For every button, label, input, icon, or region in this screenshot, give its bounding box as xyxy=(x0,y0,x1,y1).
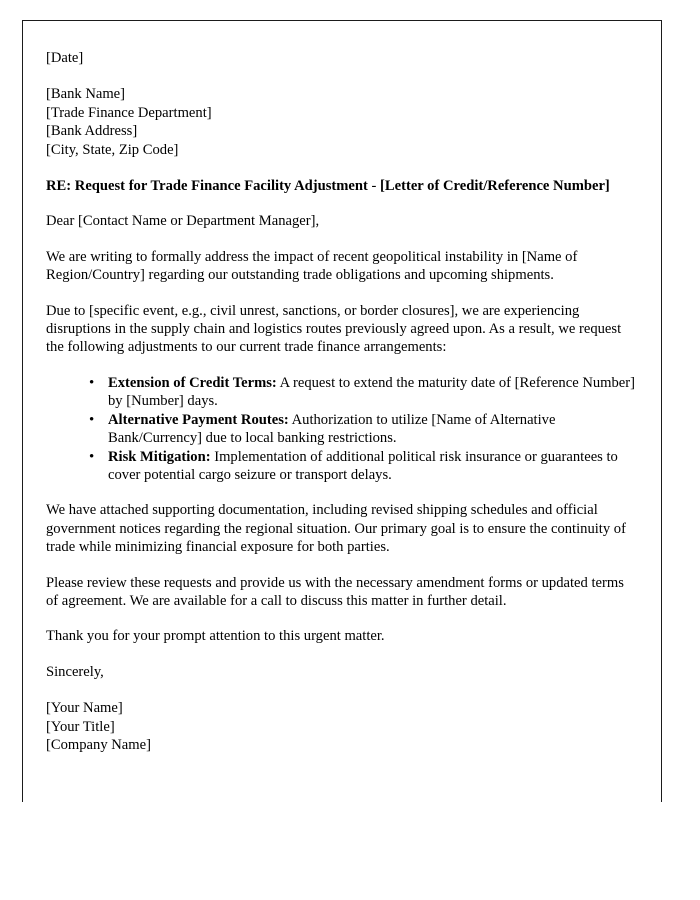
list-item xyxy=(89,374,638,411)
subject-reference: [Letter of Credit/Reference Number] xyxy=(380,178,610,195)
request-text-risk-mitigation: Implementation of additional political risk insurance or guarantees to cover potential cargo seizure or transport delays. xyxy=(108,448,618,483)
sign-off: Sincerely, xyxy=(46,663,104,680)
request-lead-extension: Extension of Credit Terms: xyxy=(108,374,277,391)
recipient-address-block xyxy=(46,85,638,159)
subject-prefix: RE: Request for Trade Finance Facility Adjustment xyxy=(46,178,368,195)
requests-list xyxy=(46,374,638,484)
signature-block xyxy=(46,699,638,754)
paragraph-intro: We are writing to formally address the impact of recent geopolitical instability in [Name of Region/Country] regarding our outstanding trade obligations and upcoming shipments. xyxy=(46,248,578,284)
spacer-before-signoff xyxy=(46,646,638,663)
paragraph-disruption: Due to [specific event, e.g., civil unrest, sanctions, or border closures], we are experiencing disruptions in the supply chain and logistics routes previously agreed upon. As a result, we request the following adjustments to our current trade finance arrangements: xyxy=(46,302,622,356)
spacer-after-signoff xyxy=(46,681,638,699)
salutation: Dear [Contact Name or Department Manager], xyxy=(46,213,320,230)
request-lead-risk-mitigation: Risk Mitigation: xyxy=(108,448,211,465)
request-text-payment-routes: Authorization to utilize [Name of Alternative Bank/Currency] due to local banking restrictions. xyxy=(108,411,556,447)
spacer-after-list xyxy=(46,484,638,501)
address-line-street: [Bank Address] xyxy=(46,123,138,140)
paragraph-review-request: Please review these requests and provide us with the necessary amendment forms or updated terms of agreement. We are available for a call to discuss this matter in further detail. xyxy=(46,574,624,609)
list-item xyxy=(89,411,638,448)
address-line-city-state-zip: [City, State, Zip Code] xyxy=(46,141,179,158)
paragraph-attachments: We have attached supporting documentation, including revised shipping schedules and official government notices regarding the regional situation. Our primary goal is to ensure the continuity of trade while minimizing financial exposure for both parties. xyxy=(46,502,626,556)
spacer-after-review-request xyxy=(46,610,638,627)
request-text-extension: A request to extend the maturity date of [Reference Number] by [Number] days. xyxy=(108,374,636,410)
address-line-department: [Trade Finance Department] xyxy=(46,104,212,121)
spacer-after-subject xyxy=(46,195,638,212)
spacer-after-intro xyxy=(46,285,638,302)
address-line-bank-name: [Bank Name] xyxy=(46,86,126,103)
signature-your-name: [Your Name] xyxy=(46,700,123,717)
spacer-after-address xyxy=(46,159,638,177)
signature-company-name: [Company Name] xyxy=(46,736,151,753)
list-item xyxy=(89,448,638,485)
spacer-after-salutation xyxy=(46,231,638,248)
document-page xyxy=(22,20,662,802)
spacer-before-list xyxy=(46,357,638,374)
subject-line xyxy=(46,177,638,195)
signature-your-title: [Your Title] xyxy=(46,718,115,735)
spacer-after-date xyxy=(46,67,638,85)
request-lead-payment-routes: Alternative Payment Routes: xyxy=(108,411,289,428)
date-placeholder: [Date] xyxy=(46,50,84,66)
paragraph-thanks: Thank you for your prompt attention to this urgent matter. xyxy=(46,628,385,645)
date-block xyxy=(46,49,638,67)
subject-separator: - xyxy=(367,178,381,195)
letter-content xyxy=(46,49,638,754)
spacer-after-attachments xyxy=(46,557,638,574)
